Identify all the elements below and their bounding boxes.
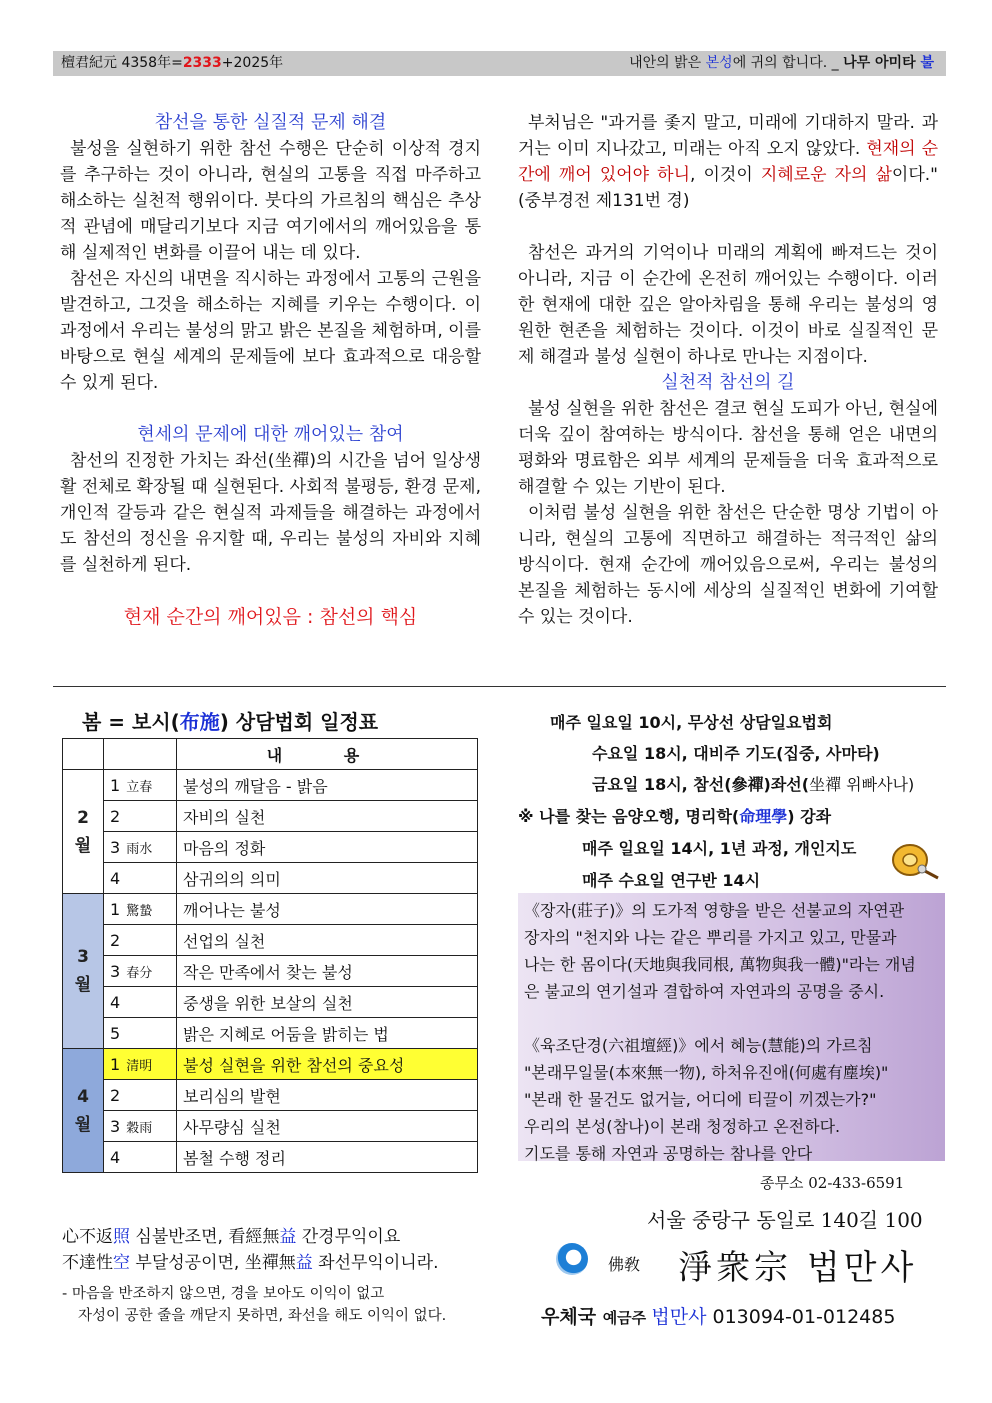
table-row xyxy=(63,1049,478,1080)
header-cell-content: 내 용 xyxy=(177,739,478,770)
teaching-line: 《육조단경(六祖壇經)》에서 혜능(慧能)의 가르침 xyxy=(524,1036,873,1055)
bank-label: 우체국 xyxy=(541,1306,603,1328)
month-cell: 2 월 xyxy=(63,770,104,894)
date-label xyxy=(61,51,283,76)
schedule-table xyxy=(62,738,478,1173)
poem-line-1 xyxy=(62,1222,400,1247)
week-number: 4 xyxy=(110,992,121,1012)
table-row xyxy=(63,1111,478,1142)
week-number: 1 xyxy=(110,775,121,795)
motto-bold-blue: 불 xyxy=(920,55,934,71)
motto-blue: 본성 xyxy=(705,55,733,71)
quote-highlight: 지혜로운 자의 삶 xyxy=(760,165,892,185)
teaching-line: 은 불교의 연기설과 결합하여 자연과의 공명을 중시. xyxy=(524,982,885,1001)
table-row xyxy=(63,956,478,987)
table-row xyxy=(63,1142,478,1173)
teaching-line: "본래무일물(本來無一物), 하처유진애(何處有塵埃)" xyxy=(524,1063,889,1082)
paragraph: 참선은 자신의 내면을 직시하는 과정에서 고통의 근원을 발견하고, 그것을 해소하는 지혜를 키우는 수행이다. 이 과정에서 우리는 불성의 맑고 밝은 본질을 체험하며, 이를 바탕으로 현실 세계의 문제들에 보다 효과적으로 대응할 수 있게 된다. xyxy=(60,269,481,393)
week-number: 1 xyxy=(110,1054,121,1074)
header-cell xyxy=(63,739,104,770)
teaching-line: 기도를 통해 자연과 공명하는 참나를 안다 xyxy=(524,1144,813,1163)
poem-note: - 마음을 반조하지 않으면, 경을 보아도 이익이 없고 xyxy=(62,1286,385,1302)
poem-blue: 益 xyxy=(295,1253,313,1273)
week-number: 2 xyxy=(110,930,121,950)
paragraph: 불성 실현을 위한 참선은 결코 현실 도피가 아닌, 현실에 더욱 깊이 참여하는 방식이다. 참선을 통해 얻은 내면의 평화와 명료함은 외부 세계의 문제들을 더욱 효과적으로 해결할 수 있는 기반이 된다. xyxy=(518,399,938,497)
date-pre: 檀君紀元 4358年= xyxy=(61,55,183,71)
week-cell xyxy=(104,863,177,894)
week-cell xyxy=(104,894,177,925)
account-holder-label: 예금주 xyxy=(602,1309,652,1327)
quote-text: , 이것이 xyxy=(690,165,761,185)
week-cell xyxy=(104,1049,177,1080)
topic-cell: 중생을 위한 보살의 실천 xyxy=(177,987,478,1018)
lecture-note-hanja: 命理學 xyxy=(739,807,788,826)
solar-term: 雨水 xyxy=(126,841,153,857)
poem-note: 자성이 공한 줄을 깨닫지 못하면, 좌선을 해도 이익이 없다. xyxy=(78,1308,447,1324)
table-row xyxy=(63,1080,478,1111)
topic-cell: 밝은 지혜로 어둠을 밝히는 법 xyxy=(177,1018,478,1049)
poem-text: 不達性 xyxy=(62,1253,113,1273)
solar-term: 驚蟄 xyxy=(126,903,153,919)
quote-text: 부처님은 "과거를 좇지 말고, 미래에 기대하지 말라. 과거는 이미 지나갔고, 미래는 아직 오지 않았다. xyxy=(518,113,938,159)
teaching-line: 《장자(莊子)》의 도가적 영향을 받은 선불교의 자연관 xyxy=(524,901,905,920)
lecture-note xyxy=(518,804,831,827)
poem-blue: 益 xyxy=(279,1227,297,1247)
office-phone: 종무소 02-433-6591 xyxy=(760,1174,905,1192)
right-column xyxy=(518,110,938,630)
schedule-title xyxy=(82,706,378,735)
table-row xyxy=(63,987,478,1018)
temple-address: 서울 중랑구 동일로 140길 100 xyxy=(647,1208,923,1232)
divider xyxy=(53,686,946,687)
service-sunday: 매주 일요일 10시, 무상선 상담일요법회 xyxy=(550,713,833,732)
week-number: 2 xyxy=(110,806,121,826)
solar-term: 立春 xyxy=(126,779,153,795)
solar-term: 穀雨 xyxy=(126,1120,153,1136)
week-number: 5 xyxy=(110,1023,121,1043)
topic-cell: 보리심의 발현 xyxy=(177,1080,478,1111)
week-number: 3 xyxy=(110,1116,121,1136)
quote-highlight: 현재의 순간에 깨어 있어야 하니 xyxy=(518,139,939,185)
date-red: 2333 xyxy=(182,55,222,71)
table-row xyxy=(63,1018,478,1049)
teaching-box xyxy=(518,893,945,1161)
schedule-title-hanja: 布施 xyxy=(179,710,220,734)
topic-cell: 사무량심 실천 xyxy=(177,1111,478,1142)
week-cell xyxy=(104,925,177,956)
table-row xyxy=(63,925,478,956)
account-holder: 법만사 xyxy=(651,1306,707,1328)
poem-text: 심불반조면, 看經無 xyxy=(130,1227,280,1247)
poem-text: 간경무익이요 xyxy=(296,1227,401,1247)
month-cell: 4 월 xyxy=(63,1049,104,1173)
topic-cell: 작은 만족에서 찾는 불성 xyxy=(177,956,478,987)
paragraph: 이처럼 불성 실현을 위한 참선은 단순한 명상 기법이 아니라, 현실의 고통에 직면하고 해결하는 적극적인 삶의 방식이다. 현재 순간에 깨어있음으로써, 우리는 불성의 본질을 체험하는 동시에 세상의 실질적인 변화에 기여할 수 있는 것이다. xyxy=(518,503,938,627)
schedule-title-post: ) 상담법회 일정표 xyxy=(219,710,379,734)
section-heading-3: 현재 순간의 깨어있음 : 참선의 핵심 xyxy=(123,606,418,628)
topic-cell: 깨어나는 불성 xyxy=(177,894,478,925)
section-heading-4: 실천적 참선의 길 xyxy=(661,372,795,393)
motto-mid: 에 귀의 합니다. _ xyxy=(732,55,844,71)
temple-name-hanja: 淨衆宗 xyxy=(678,1248,792,1288)
date-post: +2025年 xyxy=(221,55,284,71)
paragraph: 참선의 진정한 가치는 좌선(坐禪)의 시간을 넘어 일상생활 전체로 확장될 때 실현된다. 사회적 불평등, 환경 문제, 개인적 갈등과 같은 현실적 과제들을 해결하는 과정에서도 참선의 정신을 유지할 때, 우리는 불성의 자비와 지혜를 실천하게 된다. xyxy=(60,451,481,575)
service-friday xyxy=(592,772,914,795)
service-wednesday: 수요일 18시, 대비주 기도(집중, 사마타) xyxy=(592,744,880,763)
lecture-note-post: ) 강좌 xyxy=(787,807,832,826)
header-bar xyxy=(53,51,946,76)
week-cell xyxy=(104,770,177,801)
service-friday-post: 坐禪 위빠사나) xyxy=(809,775,915,794)
teaching-line: 장자의 "천지와 나는 같은 뿌리를 가지고 있고, 만물과 xyxy=(524,928,897,947)
week-cell xyxy=(104,832,177,863)
week-cell xyxy=(104,956,177,987)
table-header-row xyxy=(63,739,478,770)
service-friday-pre: 금요일 18시, 참선(參禪)좌선( xyxy=(592,775,810,794)
week-cell xyxy=(104,1111,177,1142)
week-cell xyxy=(104,801,177,832)
section-heading-2: 현세의 문제에 대한 깨어있는 참여 xyxy=(137,424,404,445)
teaching-line: 우리의 본성(참나)이 본래 청정하고 온전하다. xyxy=(524,1117,841,1136)
week-cell xyxy=(104,1018,177,1049)
topic-cell: 봄철 수행 정리 xyxy=(177,1142,478,1173)
week-number: 2 xyxy=(110,1085,121,1105)
temple-name-korean: 법만사 xyxy=(806,1248,918,1288)
topic-cell: 선업의 실천 xyxy=(177,925,478,956)
topic-cell: 삼귀의의 의미 xyxy=(177,863,478,894)
solar-term: 春分 xyxy=(126,965,153,981)
week-cell xyxy=(104,987,177,1018)
table-row xyxy=(63,770,478,801)
table-row xyxy=(63,801,478,832)
poem-text: 부달성공이면, 坐禪無 xyxy=(130,1253,296,1273)
quote-text: 이다."(중부경전 제131번 경) xyxy=(518,165,938,211)
quote-paragraph xyxy=(518,110,938,214)
temple-name xyxy=(678,1240,917,1289)
section-heading-1: 참선을 통한 실질적 문제 해결 xyxy=(154,112,387,133)
motto xyxy=(629,51,934,76)
table-row xyxy=(63,894,478,925)
service-wednesday-study: 매주 수요일 연구반 14시 xyxy=(582,871,761,890)
account-number: 013094-01-012485 xyxy=(706,1306,896,1328)
topic-cell: 불성 실현을 위한 참선의 중요성 xyxy=(177,1049,478,1080)
teaching-line: 나는 한 몸이다(天地與我同根, 萬物與我一體)"라는 개념 xyxy=(524,955,916,974)
poem-text: 좌선무익이니라. xyxy=(312,1253,439,1273)
paragraph: 참선은 과거의 기억이나 미래의 계획에 빠져드는 것이 아니라, 지금 이 순간에 온전히 깨어있는 수행이다. 이러한 현재에 대한 깊은 알아차림을 통해 우리는 불성의 영원한 현존을 체험하는 것이다. 이것이 바로 실질적인 문제 해결과 불성 실현이 하나로 만나는 지점이다. xyxy=(518,243,938,367)
week-number: 3 xyxy=(110,961,121,981)
motto-bold: 나무 아미타 xyxy=(843,55,921,71)
month-cell: 3 월 xyxy=(63,894,104,1049)
left-column xyxy=(60,110,481,630)
week-number: 3 xyxy=(110,837,121,857)
topic-cell: 자비의 실천 xyxy=(177,801,478,832)
schedule-title-pre: 봄 = 보시( xyxy=(82,710,180,734)
week-number: 1 xyxy=(110,899,121,919)
bank-account xyxy=(541,1302,895,1329)
topic-cell: 마음의 정화 xyxy=(177,832,478,863)
motto-pre: 내안의 밝은 xyxy=(629,55,706,71)
lecture-note-pre: ※ 나를 찾는 음양오행, 명리학( xyxy=(518,807,740,826)
paragraph: 불성을 실현하기 위한 참선 수행은 단순히 이상적 경지를 추구하는 것이 아니라, 현실의 고통을 직접 마주하고 해소하는 실천적 행위이다. 붓다의 가르침의 핵심은 추상적 관념에 매달리기보다 지금 여기에서의 깨어있음을 통해 실제적인 변화를 이끌어 내는 데 있다. xyxy=(60,139,481,263)
table-row xyxy=(63,863,478,894)
table-row xyxy=(63,832,478,863)
poem-blue: 照 xyxy=(113,1227,130,1247)
week-number: 4 xyxy=(110,1147,121,1167)
week-cell xyxy=(104,1142,177,1173)
poem-blue: 空 xyxy=(113,1253,130,1273)
header-cell xyxy=(104,739,177,770)
teaching-line: "본래 한 물건도 없거늘, 어디에 티끌이 끼겠는가?" xyxy=(524,1090,877,1109)
service-sunday-lecture: 매주 일요일 14시, 1년 과정, 개인지도 xyxy=(582,839,857,858)
poem-line-2 xyxy=(62,1248,439,1273)
week-cell xyxy=(104,1080,177,1111)
week-number: 4 xyxy=(110,868,121,888)
poem-text: 心不返 xyxy=(62,1227,113,1247)
buddhism-label: 佛敎 xyxy=(608,1255,641,1274)
temple-logo-icon xyxy=(556,1243,588,1275)
solar-term: 清明 xyxy=(126,1058,153,1074)
topic-cell: 불성의 깨달음 - 밝음 xyxy=(177,770,478,801)
gong-icon xyxy=(888,840,940,880)
